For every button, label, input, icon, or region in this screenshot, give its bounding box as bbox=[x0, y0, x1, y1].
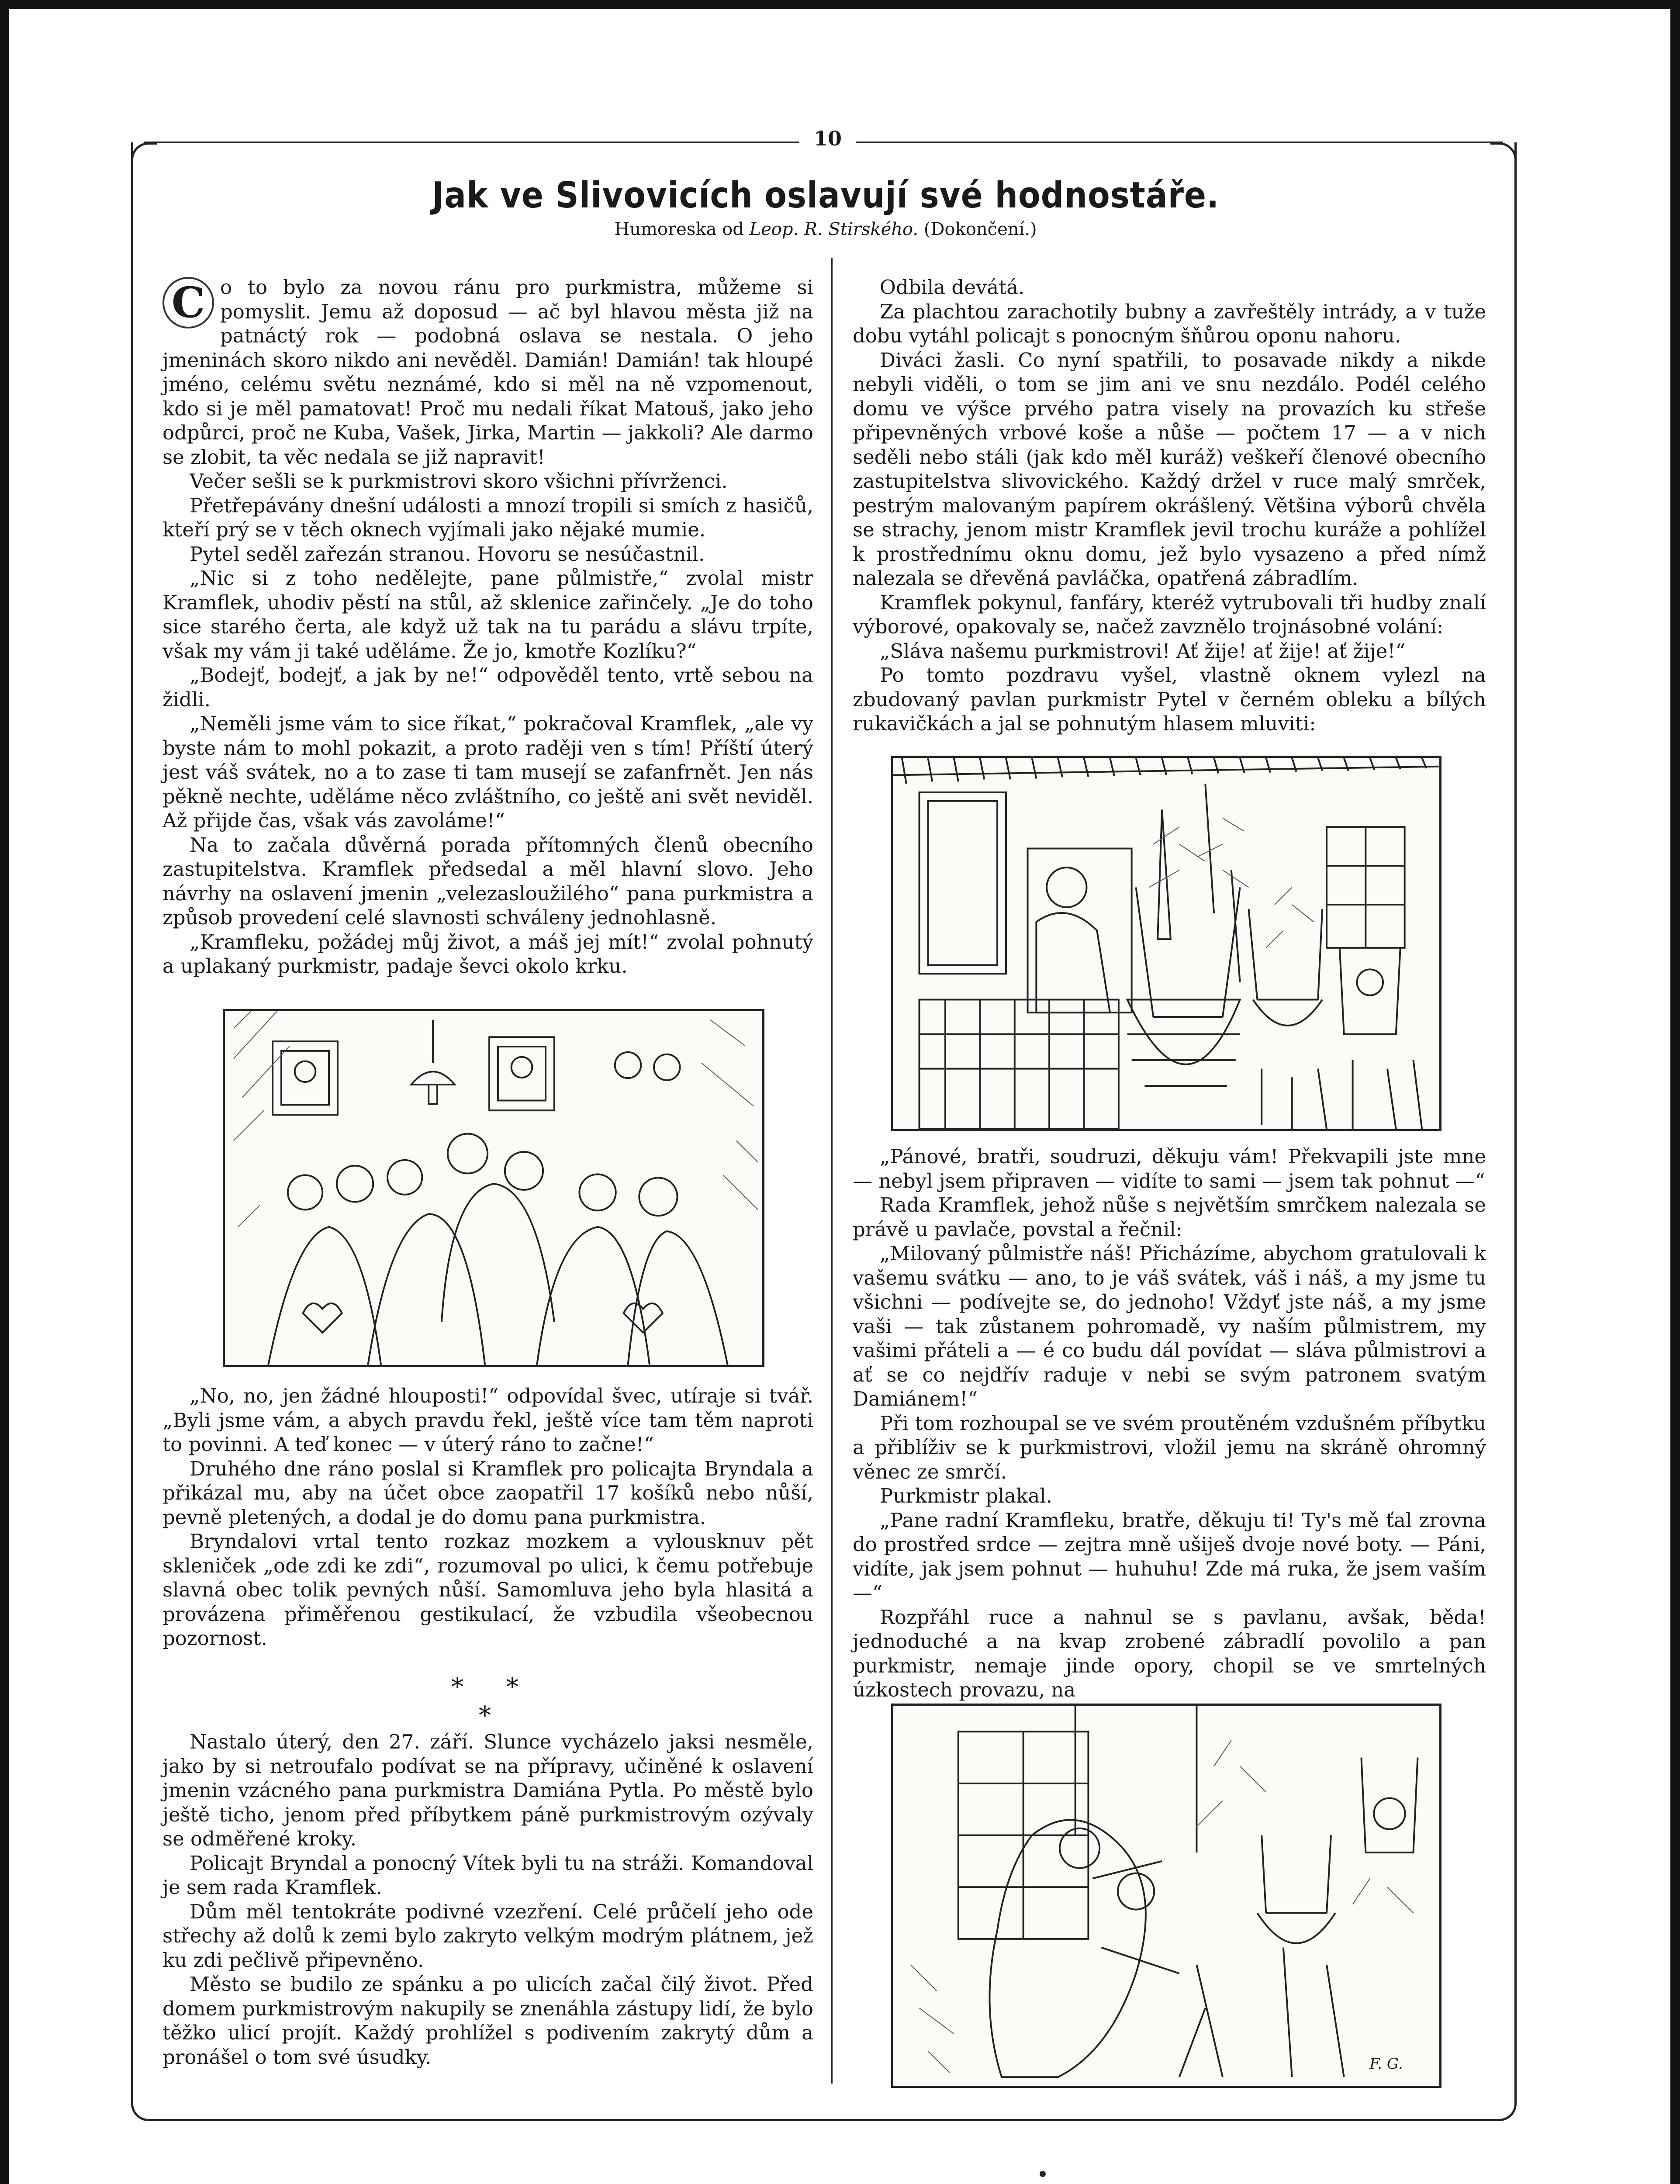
paragraph: Rada Kramflek, jehož nůše s největším smrčkem nalezala se právě u pavlače, povstal a řečnil: bbox=[853, 1193, 1486, 1241]
paragraph: Při tom rozhoupal se ve svém proutěném vzdušném příbytku a přiblíživ se k purkmistrovi, vložil jemu na skráně ohromný věnec ze smrčí. bbox=[853, 1411, 1486, 1483]
right-column-mid bbox=[853, 1144, 1486, 1702]
page-mark bbox=[1040, 2171, 1046, 2177]
illustration-celebration-room bbox=[223, 1009, 764, 1367]
paragraph: Nastalo úterý, den 27. září. Slunce vycházelo jaksi nesměle, jako by si netroufalo podívat se na přípravy, učiněné k oslavení jmenin vzácného pana purkmistra Damiána Pytla. Po městě bylo ještě ticho, jenom před příbytkem páně purkmistrovým ozývaly se odměřené kroky. bbox=[162, 1730, 813, 1850]
paragraph: Za plachtou zarachotily bubny a zavřeštěly intrády, a v tuže dobu vytáhl policajt s ponocným šňůrou oponu nahoru. bbox=[853, 300, 1486, 347]
illustrator-signature: F. G. bbox=[1369, 2055, 1403, 2073]
paragraph: „Kramfleku, požádej můj život, a máš jej mít!“ zvolal pohnutý a uplakaný purkmistr, padaje ševci okolo krku. bbox=[162, 930, 813, 978]
right-column-top bbox=[853, 275, 1486, 736]
left-column-mid bbox=[162, 1384, 813, 1651]
section-separator: * * * bbox=[451, 1673, 536, 1730]
paragraph: Odbila devátá. bbox=[880, 276, 1025, 299]
subtitle-suffix: (Dokončení.) bbox=[923, 219, 1037, 239]
illustration-mayor-falling bbox=[891, 1704, 1441, 2088]
article-subtitle bbox=[393, 219, 1258, 239]
dropcap: C bbox=[162, 277, 214, 328]
paragraph: Dům měl tentokráte podivné vzezření. Celé průčelí jeho ode střechy až dolů k zemi bylo zakryto velkým modrým plátnem, jež ku zdi pečlivě připevněno. bbox=[162, 1900, 813, 1972]
page-number: 10 bbox=[813, 127, 842, 150]
paragraph: Rozpřáhl ruce a nahnul se s pavlanu, avšak, běda! jednoduché a na kvap zrobené zábradlí povolilo a pan purkmistr, nemaje jinde opory, chopil se ve smrtelných úzkostech provazu, na bbox=[853, 1605, 1486, 1701]
left-column-bottom bbox=[162, 1730, 813, 2069]
paragraph: Město se budilo ze spánku a po ulicích začal čilý život. Před domem purkmistrovým nakupily se znenáhla zástupy lidí, že bylo těžko ulicí projít. Každý prohlížel s podivením zakrytý dům a pronášel o tom své úsudky. bbox=[162, 1973, 813, 2069]
paragraph: Po tomto pozdravu vyšel, vlastně oknem vylezl na zbudovaný pavlan purkmistr Pytel v černém obleku a bílých rukavičkách a jal se pohnutým hlasem mluviti: bbox=[853, 663, 1486, 735]
paragraph: Kramflek pokynul, fanfáry, kteréž vytrubovali tři hudby znalí výborové, opakovaly se, načež zavznělo trojnásobné volání: bbox=[853, 591, 1486, 638]
paragraph: Purkmistr plakal. bbox=[880, 1484, 1052, 1507]
illustration-baskets-facade bbox=[891, 756, 1441, 1131]
paragraph: „Milovaný půlmistře náš! Přicházíme, abychom gratulovali k vašemu svátku — ano, to je váš svátek, váš i náš, a my jsme tu všichni — podívejte se, do jednoho! Vždyť jste náš, a my jsme vaši — tak zůstanem pohromadě, vy naším půlmistrem, my vašimi přáteli a — é co budu dál povídat — sláva půlmistrovi a ať se co nejdřív raduje v nebi se svým patronem svatým Damiánem!“ bbox=[853, 1242, 1486, 1410]
scan-border-left bbox=[0, 0, 9, 2184]
paragraph: „Neměli jsme vám to sice říkat,“ pokračoval Kramflek, „ale vy byste nám to mohl pokazit, a proto raději ven s tím! Příští úterý jest váš svátek, no a to zase ti tam musejí se zafanfrnět. Jen nás pěkně nechte, uděláme něco zvláštního, co ještě ani svět neviděl. Až přijde čas, však vás zavoláme!“ bbox=[162, 712, 813, 832]
paragraph: C o to bylo za novou ránu pro purkmistra, můžeme si pomyslit. Jemu až doposud — ač byl hlavou města již na patnáctý rok — podobná oslava se nestala. O jeho jmeninách skoro nikdo ani nevěděl. Damián! Damián! tak hloupé jméno, celému světu neznámé, kdo si měl na ně vzpomenout, kdo si je měl pamatovat! Proč mu nedali říkat Matouš, jako jeho odpůrci, proč ne Kuba, Vašek, Jirka, Martin — jakkoli? Ale darmo se zlobit, ta věc nedala se již napravit! bbox=[162, 276, 813, 469]
subtitle-prefix: Humoreska od bbox=[614, 219, 744, 239]
paragraph: „Pánové, bratři, soudruzi, děkuju vám! Překvapili jste mne — nebyl jsem připraven — vidíte to sami — jsem tak pohnut —“ bbox=[853, 1145, 1486, 1192]
article-title: Jak ve Slivovicích oslavují své hodnostáře. bbox=[432, 175, 1220, 216]
paragraph: Pytel seděl zařezán stranou. Hovoru se nesúčastnil. bbox=[190, 542, 705, 566]
scan-border-top bbox=[0, 0, 1680, 9]
paragraph: Policajt Bryndal a ponocný Vítek byli tu na stráži. Komandoval je sem rada Kramflek. bbox=[162, 1851, 813, 1899]
paragraph: Přetřepávány dnešní události a mnozí tropili si smích z hasičů, kteří prý se v těch oknech vyjímali jako nějaké mumie. bbox=[162, 494, 813, 541]
scan-border-right bbox=[1670, 0, 1680, 2184]
paragraph: Večer sešli se k purkmistrovi skoro všichni přívrženci. bbox=[190, 470, 728, 493]
paragraph: Bryndalovi vrtal tento rozkaz mozkem a vylousknuv pět skleniček „ode zdi ke zdi“, rozumoval po ulici, k čemu potřebuje slavná obec tolik pevných nůší. Samomluva jeho byla hlasitá a provázena přiměřenou gestikulací, že vzbudila všeobecnou pozornost. bbox=[162, 1530, 813, 1650]
left-column-top bbox=[162, 275, 813, 978]
paragraph: Na to začala důvěrná porada přítomných členů obecního zastupitelstva. Kramflek předsedal a měl hlavní slovo. Jeho návrhy na oslavení jmenin „velezasloužilého“ pana purkmistra a způsob provedení celé slavnosti schváleny jednohlasně. bbox=[162, 833, 813, 929]
paragraph: „Sláva našemu purkmistrovi! Ať žije! ať žije! ať žije!“ bbox=[880, 639, 1406, 663]
paragraph: Druhého dne ráno poslal si Kramflek pro policajta Bryndala a přikázal mu, aby na účet obce zaopatřil 17 košíků nebo nůší, pevně pletených, a dodal je do domu pana purkmistra. bbox=[162, 1457, 813, 1529]
paragraph: „Bodejť, bodejť, a jak by ne!“ odpověděl tento, vrtě sebou na židli. bbox=[162, 663, 813, 711]
paragraph: „Nic si z toho nedělejte, pane půlmistře,“ zvolal mistr Kramflek, uhodiv pěstí na stůl, až sklenice zařinčely. „Je do toho sice starého čerta, ale když už tak na tu parádu a slávu trpíte, však my vám ji také uděláme. Že jo, kmotře Kozlíku?“ bbox=[162, 567, 813, 663]
author-name: Leop. R. Stirského. bbox=[749, 219, 919, 239]
paragraph: Diváci žasli. Co nyní spatřili, to posavade nikdy a nikde nebyli viděli, o tom se jim ani ve snu nezdálo. Podél celého domu ve výšce prvého patra visely na provazích ku střeše připevněných vrbové koše a nůše — počtem 17 — a v nich seděli nebo stáli (jak kdo měl kuráž) veškeří členové obecního zastupitelstva slivovického. Každý držel v ruce malý smrček, pestrým malovaným papírem okrášlený. Většina výborů chvěla se strachy, jenom mistr Kramflek jevil trochu kuráže a pohlížel k prostřednímu oknu domu, jež bylo vysazeno a před nímž nalezala se dřevěná pavláčka, opatřená zábradlím. bbox=[853, 348, 1486, 590]
paragraph: „Pane radní Kramfleku, bratře, děkuju ti! Ty's mě ťal zrovna do prostřed srdce — zejtra mně ušiješ dvoje nové boty. — Páni, vidíte, jak jsem pohnut — huhuhu! Zde má ruka, že jsem vaším —“ bbox=[853, 1508, 1486, 1604]
column-divider bbox=[831, 258, 833, 2084]
paragraph: „No, no, jen žádné hlouposti!“ odpovídal švec, utíraje si tvář. „Byli jsme vám, a abych pravdu řekl, ještě více tam těm naproti to povinni. A teď konec — v úterý ráno to začne!“ bbox=[162, 1384, 813, 1456]
